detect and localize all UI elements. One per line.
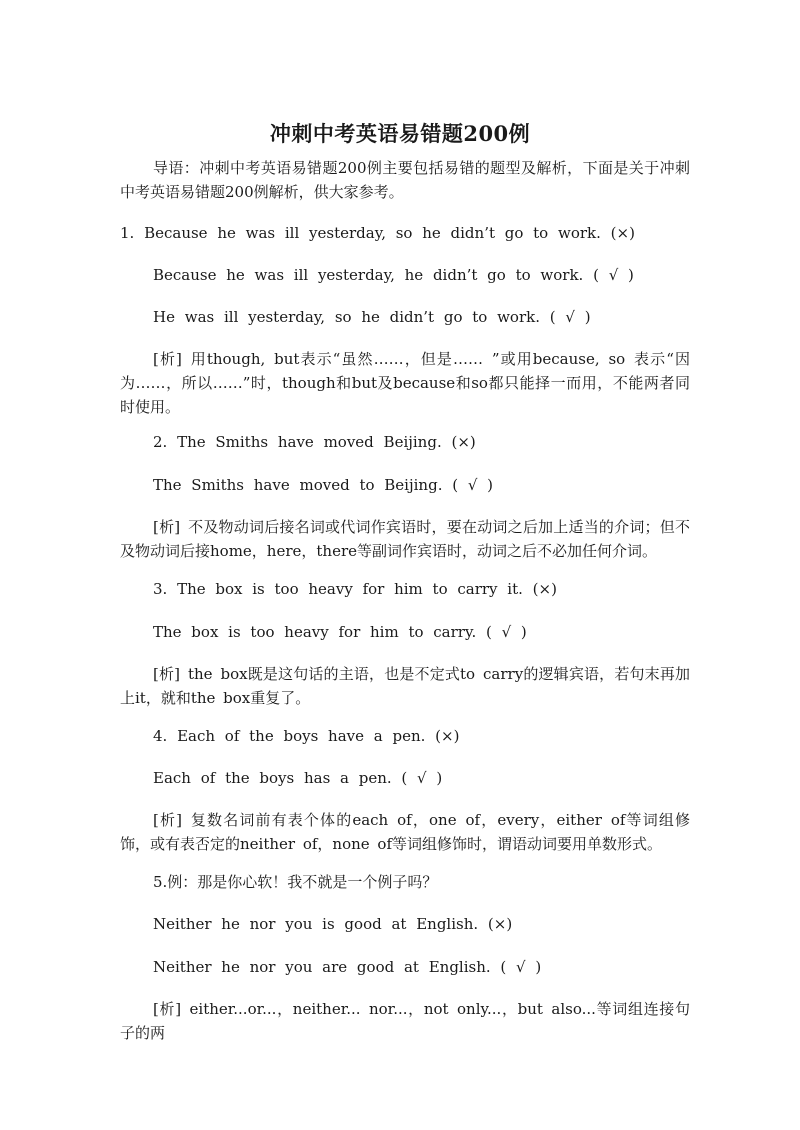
item-5-correct-sentence: Neither he nor you are good at English. ( √ ): [153, 958, 542, 976]
item-4-analysis: [析] 复数名词前有表个体的each of，one of，every，either of等词组修饰，或有表否定的neither of，none of等词组修饰时，谓语动词要用单数形式。: [120, 811, 690, 853]
item-1-analysis: [析] 用though, but表示“虽然……，但是…… ”或用because, so 表示“因为……，所以……”时，though和but及because和so都只能择一而用，不能两者同时使用。: [120, 350, 690, 416]
page-title: 冲刺中考英语易错题200例: [269, 121, 531, 146]
intro-paragraph: 导语：冲刺中考英语易错题200例主要包括易错的题型及解析，下面是关于冲刺中考英语易错题200例解析，供大家参考。: [120, 159, 690, 201]
item-3-analysis: [析] the box既是这句话的主语，也是不定式to carry的逻辑宾语，若句末再加上it，就和the box重复了。: [120, 665, 690, 707]
item-3-wrong-sentence: 3. The box is too heavy for him to carry it. (×): [153, 580, 557, 598]
item-3-correct-sentence: The box is too heavy for him to carry. ( √ ): [153, 623, 527, 641]
item-2-wrong-sentence: 2. The Smiths have moved Beijing. (×): [153, 433, 476, 451]
item-5-heading: 5.例：那是你心软！我不就是一个例子吗？: [153, 873, 438, 891]
item-5-wrong-sentence: Neither he nor you is good at English. (×): [153, 915, 513, 933]
item-1-wrong-sentence: 1. Because he was ill yesterday, so he didn’t go to work. (×): [120, 224, 635, 242]
item-4-wrong-sentence: 4. Each of the boys have a pen. (×): [153, 727, 460, 745]
item-2-correct-sentence: The Smiths have moved to Beijing. ( √ ): [153, 476, 494, 494]
item-1-correct-sentence-b: He was ill yesterday, so he didn’t go to work. ( √ ): [153, 308, 591, 326]
item-1-correct-sentence-a: Because he was ill yesterday, he didn’t go to work. ( √ ): [153, 266, 634, 284]
item-2-analysis: [析] 不及物动词后接名词或代词作宾语时，要在动词之后加上适当的介词；但不及物动词后接home，here，there等副词作宾语时，动词之后不必加任何介词。: [120, 518, 690, 560]
item-4-correct-sentence: Each of the boys has a pen. ( √ ): [153, 769, 443, 787]
item-5-analysis: [析] either...or...，neither... nor...，not only...，but also...等词组连接句子的两: [120, 1000, 690, 1042]
